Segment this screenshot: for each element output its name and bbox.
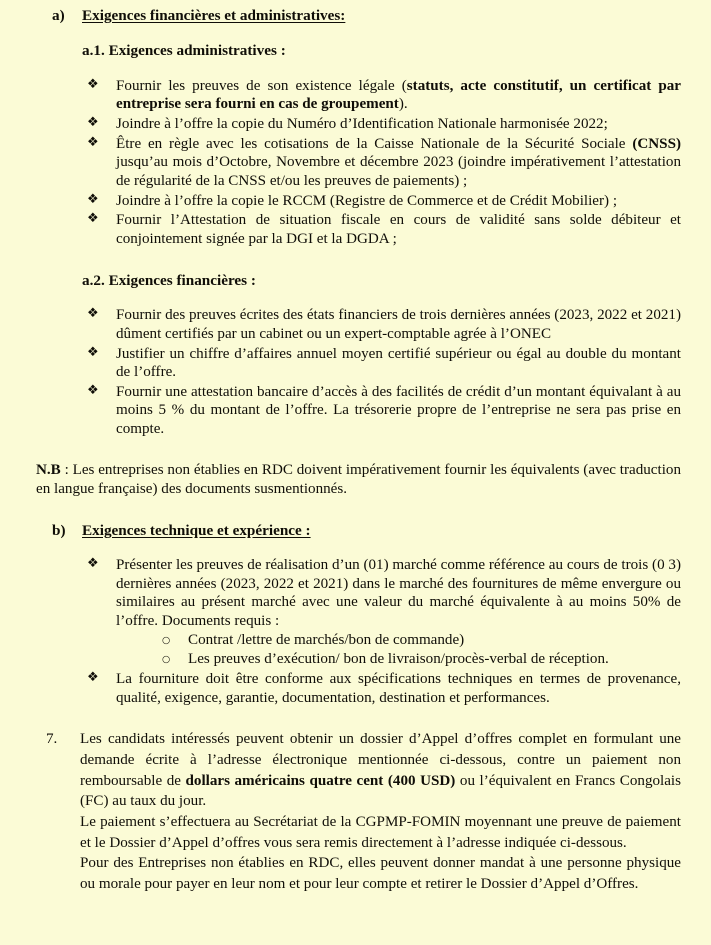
section-heading-b (52, 521, 681, 540)
subsection-heading-a1: a.1. Exigences administratives : (82, 42, 286, 59)
spacer (30, 250, 681, 271)
list-item (82, 115, 681, 134)
spacer (30, 540, 681, 556)
clause-7-paragraph-1 (80, 729, 681, 812)
bullet-text-lead: La fourniture doit être conforme aux spécifications techniques en termes de provenance, qualité, exigence, garantie, documentation, destination et performances. (116, 671, 681, 706)
clause-7-p1-tail: ou l’équivalent en Francs Congolais (FC) au taux du jour. (80, 772, 681, 810)
clause-7-paragraph-2: Le paiement s’effectuera au Secrétariat de la CGPMP-FOMIN moyennant une preuve de paiement et le Dossier d’Appel d’offres vous sera remis directement à l’adresse indiquée ci-dessous. (80, 814, 681, 851)
bullet-text-lead: Présenter les preuves de réalisation d’un (01) marché comme référence au cours de trois (0 3) dernières années (2023, 2022 et 2021) dans le marché des fournitures de même envergure ou similaires au présent marché avec une valeur du marché équivalente à au moins 50% de l’offre. Documents requis : (116, 556, 681, 629)
list-required-documents (116, 631, 681, 670)
list-item (82, 135, 681, 191)
list-item (82, 670, 681, 707)
section-marker-b: b) (52, 521, 66, 539)
note-nb-label: N.B (36, 461, 61, 478)
list-item (82, 345, 681, 382)
bullet-text-tail: jusqu’au mois d’Octobre, Novembre et décembre 2023 (joindre impérativement l’attestation de régularité de la CNSS et/ou les preuves de paiements) ; (116, 154, 681, 189)
list-item (82, 306, 681, 343)
note-nb (36, 461, 681, 500)
bullet-text-bold: (CNSS) (632, 135, 681, 152)
list-item (82, 192, 681, 211)
list-item (82, 383, 681, 439)
section-title-a: Exigences financières et administratives: (82, 7, 346, 24)
bullet-text-bold: statuts, acte constitutif, un certificat par entreprise sera fourni en cas de groupement (116, 77, 681, 113)
list-financial-requirements (30, 306, 681, 438)
bullet-text-lead: Joindre à l’offre la copie le RCCM (Registre de Commerce et de Crédit Mobilier) ; (116, 192, 618, 209)
bullet-text-lead: Fournir l’Attestation de situation fiscale en cours de validité sans solde débiteur et conjointement signée par la DGI et la DGDA ; (116, 212, 681, 247)
spacer (30, 708, 681, 729)
bullet-text-lead: Être en règle avec les cotisations de la Caisse Nationale de la Sécurité Sociale (116, 135, 633, 152)
spacer (30, 25, 681, 41)
clause-7-p1-lead: Les candidats intéressés peuvent obtenir un dossier d’Appel d’offres complet en formulant une demande écrite à l’adresse électronique mentionnée ci-dessous, contre un paiement non remboursable de (80, 731, 681, 789)
clause-7-paragraph-3: Pour des Entreprises non établies en RDC, elles peuvent donner mandat à une personne physique ou morale pour payer en leur nom et pour leur compte et retirer le Dossier d’Appel d’Offres. (80, 855, 681, 893)
subitem-text: Les preuves d’exécution/ bon de livraison/procès-verbal de réception. (188, 650, 609, 667)
list-item (82, 77, 681, 114)
list-administrative-requirements (30, 77, 681, 249)
subsection-heading-a2: a.2. Exigences financières : (82, 271, 256, 289)
list-item (160, 650, 681, 669)
note-nb-text: : Les entreprises non établies en RDC doivent impérativement fournir les équivalents (avec traduction en langue française) des documents susmentionnés. (36, 461, 681, 498)
bullet-text-lead: Justifier un chiffre d’affaires annuel moyen certifié supérieur ou égal au double du montant de l’offre. (116, 345, 681, 381)
spacer (30, 61, 681, 77)
list-technical-requirements (30, 556, 681, 707)
spacer (30, 290, 681, 306)
bullet-text-lead: Fournir les preuves de son existence légale ( (116, 77, 407, 94)
list-item (82, 556, 681, 669)
clause-7-body (80, 729, 681, 894)
spacer (30, 500, 681, 521)
section-title-b: Exigences technique et expérience : (82, 521, 311, 539)
section-marker-a: a) (52, 7, 65, 24)
list-item (160, 631, 681, 650)
spacer (30, 440, 681, 461)
subitem-text: Contrat /lettre de marchés/bon de commande) (188, 631, 465, 648)
bullet-text-tail: ). (398, 96, 408, 113)
bullet-text-lead: Fournir des preuves écrites des états financiers de trois dernières années (2023, 2022 et 2021) dûment certifiés par un cabinet ou un expert-comptable agrée à l’ONEC (116, 307, 681, 342)
bullet-text-lead: Joindre à l’offre la copie du Numéro d’Identification Nationale harmonisée 2022; (116, 116, 608, 133)
clause-7-p1-bold-amount: dollars américains quatre cent (400 USD) (185, 772, 456, 789)
clause-7 (46, 729, 681, 894)
section-heading-a (52, 6, 681, 25)
list-item (82, 211, 681, 248)
clause-7-number: 7. (46, 731, 58, 748)
bullet-text-lead: Fournir une attestation bancaire d’accès à des facilités de crédit d’un montant équivalant à au moins 5 % du montant de l’offre. La trésorerie propre de l’entreprise ne sera pas prise en compte. (116, 383, 681, 438)
